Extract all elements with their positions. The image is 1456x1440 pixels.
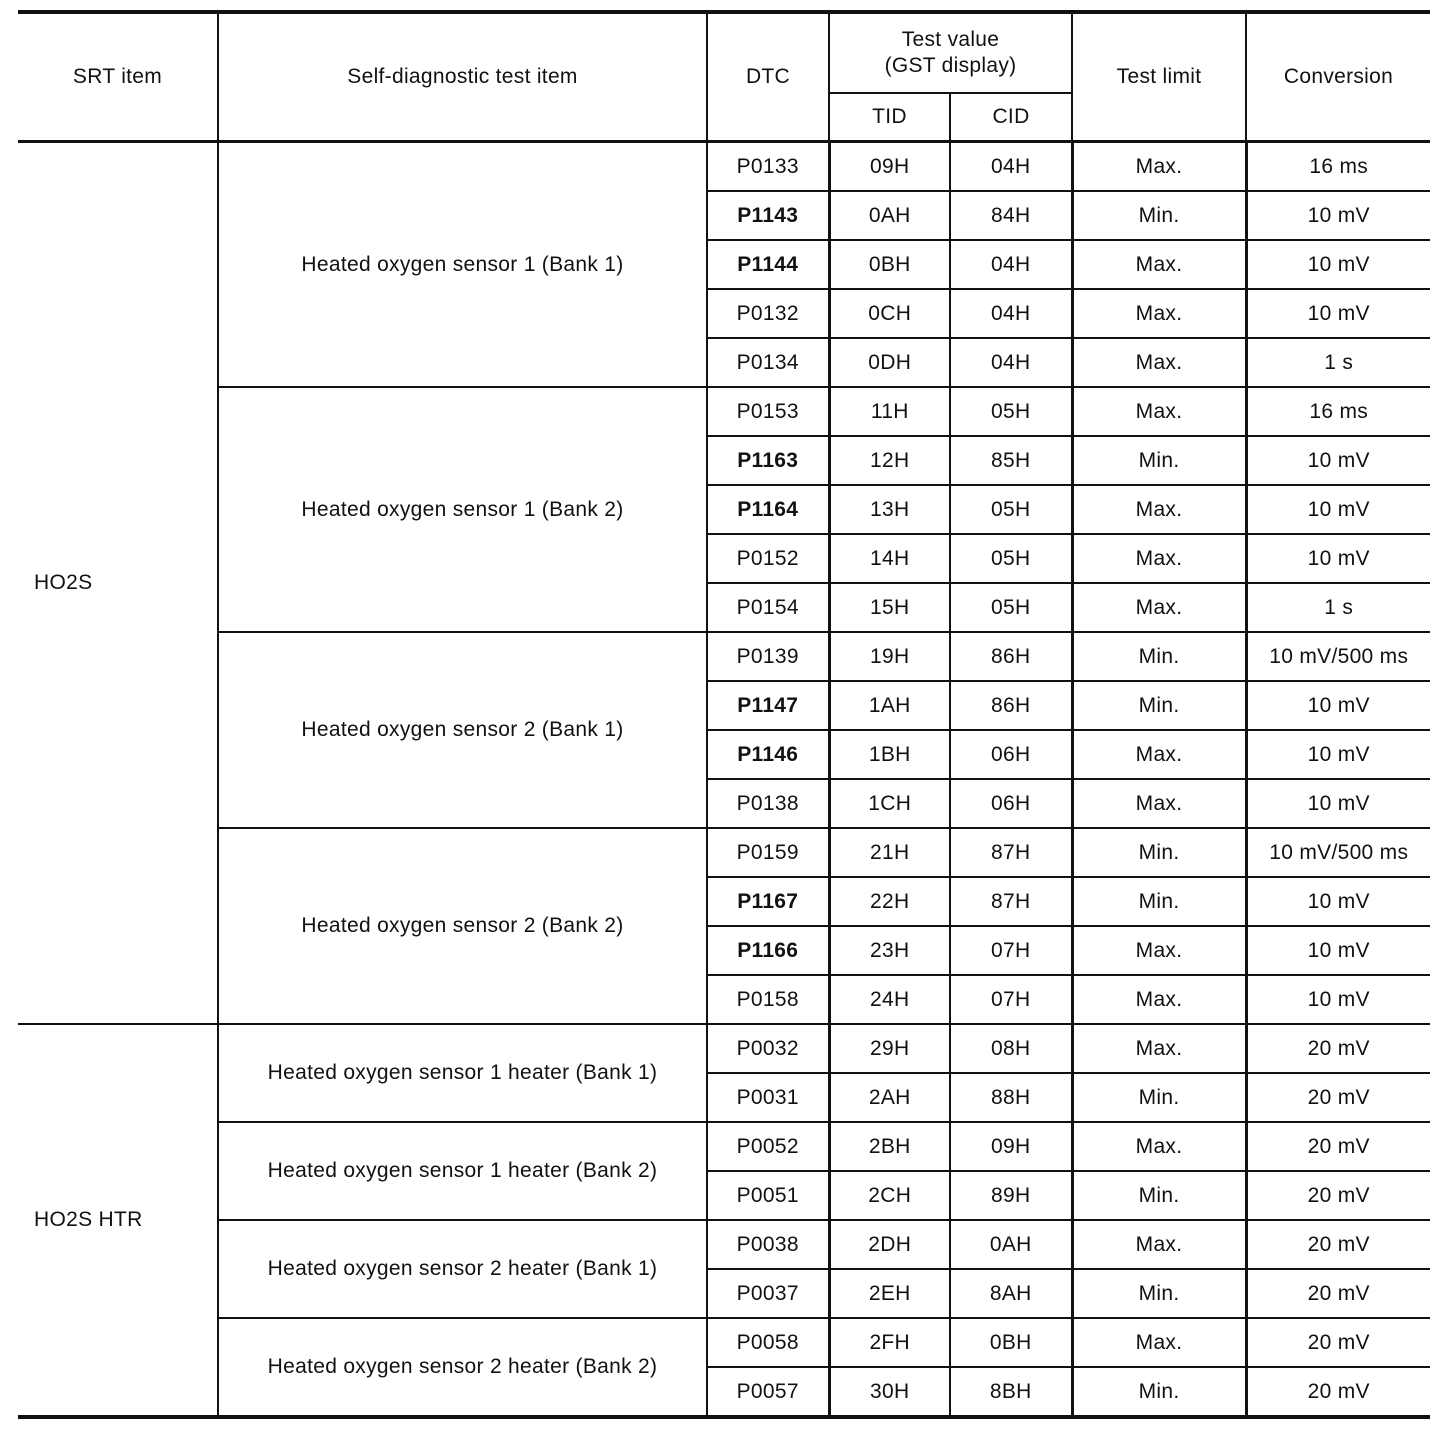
tid-cell: 14H	[829, 534, 950, 583]
self-diagnostic-item-cell: Heated oxygen sensor 2 (Bank 2)	[218, 828, 707, 1024]
test-limit-cell: Min.	[1072, 191, 1246, 240]
cid-cell: 0BH	[950, 1318, 1072, 1367]
table-row	[18, 1024, 1430, 1073]
dtc-cell: P0037	[707, 1269, 829, 1318]
cid-cell: 04H	[950, 338, 1072, 387]
cid-cell: 8BH	[950, 1367, 1072, 1417]
cid-cell: 87H	[950, 828, 1072, 877]
table-row	[18, 632, 1430, 681]
conversion-cell: 10 mV	[1246, 240, 1430, 289]
test-limit-cell: Max.	[1072, 975, 1246, 1024]
tid-cell: 23H	[829, 926, 950, 975]
conversion-cell: 20 mV	[1246, 1073, 1430, 1122]
dtc-cell: P0159	[707, 828, 829, 877]
test-limit-cell: Max.	[1072, 289, 1246, 338]
conversion-cell: 10 mV	[1246, 289, 1430, 338]
cid-cell: 05H	[950, 583, 1072, 632]
cid-cell: 8AH	[950, 1269, 1072, 1318]
conversion-cell: 20 mV	[1246, 1122, 1430, 1171]
test-limit-cell: Max.	[1072, 240, 1246, 289]
srt-table	[18, 10, 1430, 1419]
table-header	[18, 12, 1430, 142]
header-test-value	[829, 12, 1072, 93]
tid-cell: 0BH	[829, 240, 950, 289]
self-diagnostic-item-cell: Heated oxygen sensor 1 heater (Bank 2)	[218, 1122, 707, 1220]
conversion-cell: 1 s	[1246, 583, 1430, 632]
header-test-limit: Test limit	[1072, 12, 1246, 142]
tid-cell: 2EH	[829, 1269, 950, 1318]
conversion-cell: 10 mV	[1246, 534, 1430, 583]
tid-cell: 2CH	[829, 1171, 950, 1220]
conversion-cell: 10 mV/500 ms	[1246, 632, 1430, 681]
tid-cell: 1AH	[829, 681, 950, 730]
test-limit-cell: Max.	[1072, 338, 1246, 387]
conversion-cell: 10 mV	[1246, 681, 1430, 730]
test-limit-cell: Max.	[1072, 534, 1246, 583]
tid-cell: 13H	[829, 485, 950, 534]
tid-cell: 2FH	[829, 1318, 950, 1367]
test-limit-cell: Min.	[1072, 1269, 1246, 1318]
test-limit-cell: Max.	[1072, 142, 1246, 192]
conversion-cell: 10 mV	[1246, 485, 1430, 534]
cid-cell: 88H	[950, 1073, 1072, 1122]
tid-cell: 21H	[829, 828, 950, 877]
tid-cell: 2AH	[829, 1073, 950, 1122]
test-limit-cell: Max.	[1072, 1318, 1246, 1367]
dtc-cell: P0134	[707, 338, 829, 387]
dtc-cell: P0031	[707, 1073, 829, 1122]
cid-cell: 85H	[950, 436, 1072, 485]
dtc-cell: P1146	[707, 730, 829, 779]
dtc-cell: P1167	[707, 877, 829, 926]
tid-cell: 24H	[829, 975, 950, 1024]
conversion-cell: 20 mV	[1246, 1171, 1430, 1220]
test-limit-cell: Min.	[1072, 1073, 1246, 1122]
cid-cell: 0AH	[950, 1220, 1072, 1269]
tid-cell: 15H	[829, 583, 950, 632]
conversion-cell: 16 ms	[1246, 142, 1430, 192]
cid-cell: 07H	[950, 926, 1072, 975]
self-diagnostic-item-cell: Heated oxygen sensor 2 heater (Bank 1)	[218, 1220, 707, 1318]
self-diagnostic-item-cell: Heated oxygen sensor 1 (Bank 2)	[218, 387, 707, 632]
cid-cell: 05H	[950, 534, 1072, 583]
test-limit-cell: Max.	[1072, 1024, 1246, 1073]
cid-cell: 05H	[950, 387, 1072, 436]
dtc-cell: P1147	[707, 681, 829, 730]
header-self-diagnostic: Self-diagnostic test item	[218, 12, 707, 142]
dtc-cell: P0032	[707, 1024, 829, 1073]
dtc-cell: P0038	[707, 1220, 829, 1269]
table-row	[18, 828, 1430, 877]
cid-cell: 08H	[950, 1024, 1072, 1073]
srt-item-cell: HO2S HTR	[18, 1024, 218, 1417]
self-diagnostic-item-cell: Heated oxygen sensor 1 heater (Bank 1)	[218, 1024, 707, 1122]
self-diagnostic-item-cell: Heated oxygen sensor 2 (Bank 1)	[218, 632, 707, 828]
header-dtc: DTC	[707, 12, 829, 142]
dtc-cell: P0132	[707, 289, 829, 338]
cid-cell: 04H	[950, 240, 1072, 289]
conversion-cell: 10 mV	[1246, 877, 1430, 926]
cid-cell: 07H	[950, 975, 1072, 1024]
conversion-cell: 20 mV	[1246, 1024, 1430, 1073]
conversion-cell: 10 mV	[1246, 191, 1430, 240]
cid-cell: 06H	[950, 730, 1072, 779]
tid-cell: 29H	[829, 1024, 950, 1073]
conversion-cell: 10 mV	[1246, 730, 1430, 779]
test-limit-cell: Min.	[1072, 681, 1246, 730]
conversion-cell: 16 ms	[1246, 387, 1430, 436]
cid-cell: 84H	[950, 191, 1072, 240]
self-diagnostic-item-cell: Heated oxygen sensor 2 heater (Bank 2)	[218, 1318, 707, 1417]
dtc-cell: P0158	[707, 975, 829, 1024]
test-limit-cell: Max.	[1072, 583, 1246, 632]
cid-cell: 06H	[950, 779, 1072, 828]
tid-cell: 11H	[829, 387, 950, 436]
dtc-cell: P0052	[707, 1122, 829, 1171]
tid-cell: 19H	[829, 632, 950, 681]
dtc-cell: P1164	[707, 485, 829, 534]
tid-cell: 09H	[829, 142, 950, 192]
cid-cell: 87H	[950, 877, 1072, 926]
conversion-cell: 10 mV	[1246, 926, 1430, 975]
conversion-cell: 20 mV	[1246, 1367, 1430, 1417]
test-limit-cell: Max.	[1072, 779, 1246, 828]
header-conversion: Conversion	[1246, 12, 1430, 142]
cid-cell: 04H	[950, 142, 1072, 192]
table-row	[18, 1220, 1430, 1269]
table-row	[18, 387, 1430, 436]
header-test-value-line2: (GST display)	[884, 54, 1017, 77]
test-limit-cell: Min.	[1072, 1367, 1246, 1417]
test-limit-cell: Max.	[1072, 485, 1246, 534]
table-body	[18, 142, 1430, 1418]
tid-cell: 30H	[829, 1367, 950, 1417]
dtc-cell: P0138	[707, 779, 829, 828]
dtc-cell: P0133	[707, 142, 829, 192]
tid-cell: 12H	[829, 436, 950, 485]
srt-item-cell: HO2S	[18, 142, 218, 1025]
dtc-cell: P1163	[707, 436, 829, 485]
cid-cell: 89H	[950, 1171, 1072, 1220]
cid-cell: 05H	[950, 485, 1072, 534]
dtc-cell: P0154	[707, 583, 829, 632]
test-limit-cell: Min.	[1072, 436, 1246, 485]
dtc-cell: P0153	[707, 387, 829, 436]
cid-cell: 09H	[950, 1122, 1072, 1171]
test-limit-cell: Max.	[1072, 387, 1246, 436]
tid-cell: 0CH	[829, 289, 950, 338]
dtc-cell: P0057	[707, 1367, 829, 1417]
tid-cell: 1CH	[829, 779, 950, 828]
conversion-cell: 1 s	[1246, 338, 1430, 387]
tid-cell: 2DH	[829, 1220, 950, 1269]
conversion-cell: 10 mV	[1246, 975, 1430, 1024]
header-tid: TID	[829, 93, 950, 142]
test-limit-cell: Min.	[1072, 877, 1246, 926]
tid-cell: 0AH	[829, 191, 950, 240]
cid-cell: 04H	[950, 289, 1072, 338]
dtc-cell: P1144	[707, 240, 829, 289]
header-srt-item: SRT item	[18, 12, 218, 142]
test-limit-cell: Max.	[1072, 926, 1246, 975]
conversion-cell: 10 mV	[1246, 779, 1430, 828]
conversion-cell: 20 mV	[1246, 1318, 1430, 1367]
conversion-cell: 20 mV	[1246, 1220, 1430, 1269]
test-limit-cell: Min.	[1072, 1171, 1246, 1220]
table-row	[18, 1318, 1430, 1367]
header-cid: CID	[950, 93, 1072, 142]
conversion-cell: 10 mV/500 ms	[1246, 828, 1430, 877]
dtc-cell: P0139	[707, 632, 829, 681]
table-row	[18, 1122, 1430, 1171]
table-row	[18, 142, 1430, 192]
test-limit-cell: Min.	[1072, 828, 1246, 877]
conversion-cell: 20 mV	[1246, 1269, 1430, 1318]
conversion-cell: 10 mV	[1246, 436, 1430, 485]
dtc-cell: P0152	[707, 534, 829, 583]
tid-cell: 22H	[829, 877, 950, 926]
test-limit-cell: Min.	[1072, 632, 1246, 681]
dtc-cell: P0058	[707, 1318, 829, 1367]
test-limit-cell: Max.	[1072, 1122, 1246, 1171]
cid-cell: 86H	[950, 681, 1072, 730]
dtc-cell: P0051	[707, 1171, 829, 1220]
dtc-cell: P1166	[707, 926, 829, 975]
header-test-value-line1: Test value	[901, 28, 1000, 51]
tid-cell: 2BH	[829, 1122, 950, 1171]
test-limit-cell: Max.	[1072, 730, 1246, 779]
self-diagnostic-item-cell: Heated oxygen sensor 1 (Bank 1)	[218, 142, 707, 388]
tid-cell: 1BH	[829, 730, 950, 779]
dtc-cell: P1143	[707, 191, 829, 240]
test-limit-cell: Max.	[1072, 1220, 1246, 1269]
cid-cell: 86H	[950, 632, 1072, 681]
tid-cell: 0DH	[829, 338, 950, 387]
